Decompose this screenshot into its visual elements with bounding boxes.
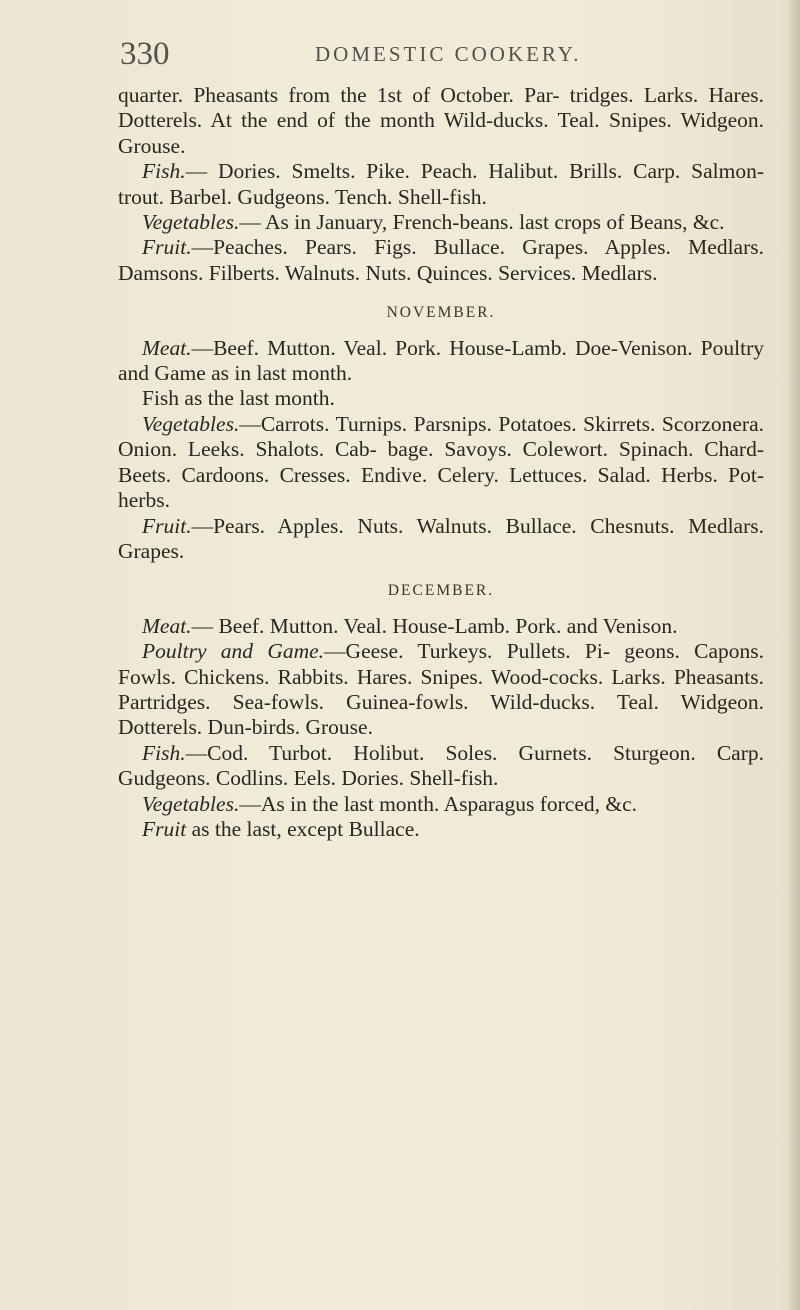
october-vegetables-paragraph <box>118 210 764 235</box>
page-edge-shadow <box>786 0 800 1310</box>
november-heading: NOVEMBER. <box>386 304 496 322</box>
vegetables-text: —As in the last month. Asparagus forced, &c. <box>239 791 638 816</box>
fish-text: — Dories. Smelts. Pike. Peach. Halibut. Brills. Carp. Salmon-trout. Barbel. Gudgeons. Tench. Shell-fish. <box>118 159 764 209</box>
meat-label: Meat. <box>142 613 192 638</box>
december-poultry-paragraph <box>118 639 764 741</box>
meat-label: Meat. <box>142 335 192 360</box>
meat-text: — Beef. Mutton. Veal. House-Lamb. Pork. and Venison. <box>191 613 678 638</box>
october-game-paragraph: quarter. Pheasants from the 1st of October. Par- tridges. Larks. Hares. Dotterels. At the end of the month Wild-ducks. Teal. Snipes. Widgeon. Grouse. <box>118 83 764 158</box>
vegetables-label: Vegetables. <box>142 411 240 436</box>
page-number: 330 <box>120 36 170 72</box>
fish-label: Fish. <box>142 740 186 765</box>
fish-label: Fish. <box>142 159 186 184</box>
november-meat-paragraph <box>118 336 764 387</box>
vegetables-text: —Carrots. Turnips. Parsnips. Potatoes. Skirrets. Scorzonera. Onion. Leeks. Shalots. Cab- bage. Savoys. Colewort. Spinach. Chard-Beets. Cardoons. Cresses. Endive. Celery. Lettuces. Salad. Herbs. Pot-herbs. <box>118 411 764 513</box>
november-vegetables-paragraph <box>118 412 764 514</box>
poultry-label: Poultry and Game. <box>142 639 325 664</box>
fruit-text: as the last, except Bullace. <box>186 816 420 841</box>
poultry-text: —Geese. Turkeys. Pullets. Pi- geons. Capons. Fowls. Chickens. Rabbits. Hares. Snipes. Wood-cocks. Larks. Pheasants. Partridges. Sea-fowls. Guinea-fowls. Wild-ducks. Teal. Widgeon. Dotterels. Dun-birds. Grouse. <box>118 639 764 740</box>
vegetables-label: Vegetables. <box>142 210 240 235</box>
november-fish-paragraph: Fish as the last month. <box>142 386 335 411</box>
december-meat-paragraph <box>118 614 764 639</box>
october-fruit-paragraph <box>118 235 764 286</box>
vegetables-text: — As in January, French-beans. last crops of Beans, &c. <box>239 210 725 235</box>
running-title: DOMESTIC COOKERY. <box>315 42 582 66</box>
meat-text: —Beef. Mutton. Veal. Pork. House-Lamb. Doe-Venison. Poultry and Game as in last month. <box>118 335 764 386</box>
vegetables-label: Vegetables. <box>142 791 240 816</box>
fruit-text: —Pears. Apples. Nuts. Walnuts. Bullace. Chesnuts. Medlars. Grapes. <box>118 513 764 563</box>
page-header <box>120 36 760 76</box>
november-fruit-paragraph <box>118 514 764 565</box>
october-fish-paragraph <box>118 159 764 210</box>
fruit-label: Fruit <box>142 816 187 841</box>
december-fish-paragraph <box>118 741 764 792</box>
december-heading: DECEMBER. <box>387 582 495 600</box>
december-vegetables-paragraph <box>118 792 764 817</box>
december-fruit-paragraph <box>118 817 764 842</box>
fruit-label: Fruit. <box>142 513 192 538</box>
fruit-text: —Peaches. Pears. Figs. Bullace. Grapes. Apples. Medlars. Damsons. Filberts. Walnuts. Nuts. Quinces. Services. Medlars. <box>118 235 764 285</box>
fish-text: —Cod. Turbot. Holibut. Soles. Gurnets. Sturgeon. Carp. Gudgeons. Codlins. Eels. Dories. Shell-fish. <box>118 740 764 791</box>
page-body <box>118 83 764 842</box>
fruit-label: Fruit. <box>142 235 192 260</box>
